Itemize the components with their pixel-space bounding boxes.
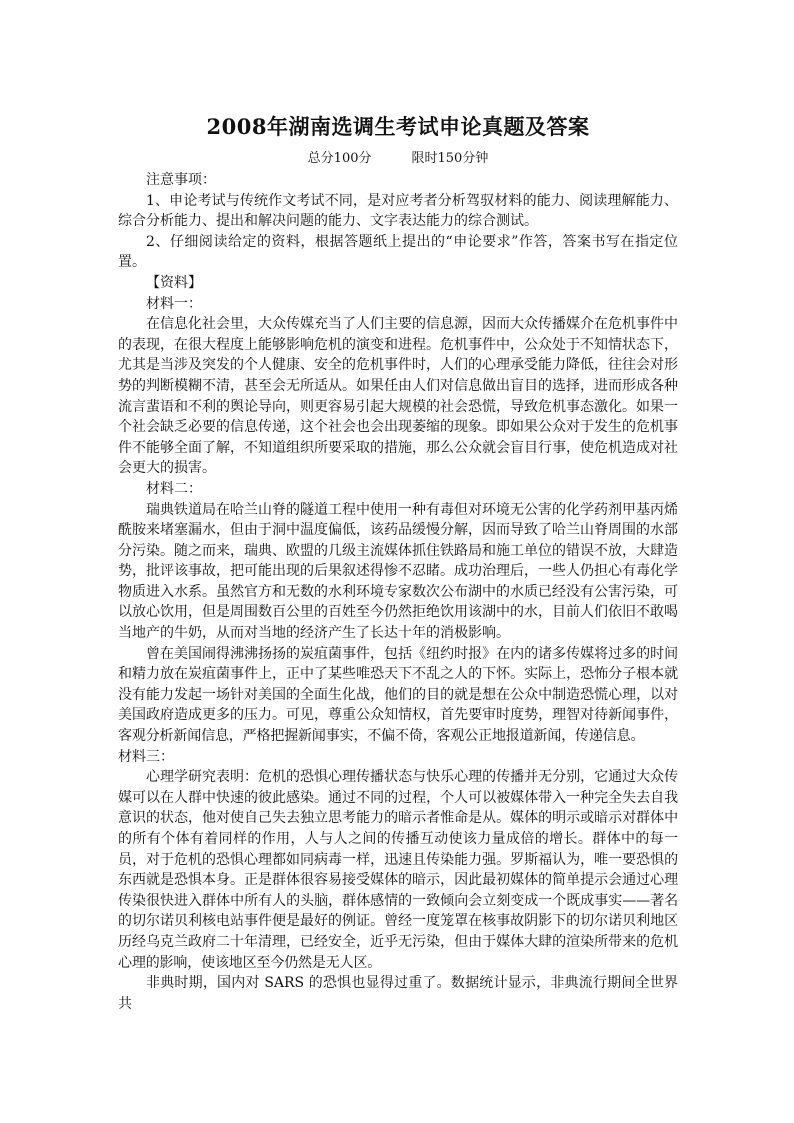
material-3-heading: 材料三： xyxy=(118,748,174,765)
materials-heading: 【资料】 xyxy=(146,274,202,291)
material-3-paragraph-2: 非典时期，国内对 SARS 的恐惧也显得过重了。数据统计显示，非典流行期间全世界共 xyxy=(118,975,678,1012)
notice-item-1: 1、申论考试与传统作文考试不同，是对应考者分析驾驭材料的能力、阅读理解能力、综合分析能力、提出和解决问题的能力、文字表达能力的综合测试。 xyxy=(118,192,678,230)
material-2-paragraph-1: 瑞典铁道局在哈兰山脊的隧道工程中使用一种有毒但对环境无公害的化学药剂甲基丙烯酰胺来堵塞漏水，但由于洞中温度偏低，该药品缓慢分解，因而导致了哈兰山脊周围的水部分污染。随之而来，瑞典、欧盟的几级主流媒体抓住铁路局和施工单位的错误不放，大肆造势，批评该事故，把可能出现的后果叙述得惨不忍睹。成功治理后，一些人仍担心有毒化学物质进入水系。虽然官方和无数的水利环境专家数次公布湖中的水质已经没有公害污染，可以放心饮用，但是周围数百公里的百姓至今仍然拒绝饮用该湖中的水，目前人们依旧不敢喝当地产的牛奶，从而对当地的经济产生了长达十年的消极影响。 xyxy=(118,501,678,642)
material-1-paragraph: 在信息化社会里，大众传媒充当了人们主要的信息源，因而大众传播媒介在危机事件中的表现，在很大程度上能够影响危机的演变和进程。危机事件中，公众处于不知情状态下，尤其是当涉及突发的个人健康、安全的危机事件时，人们的心理承受能力降低，往往会对形势的判断模糊不清，甚至会无所适从。如果任由人们对信息做出盲目的选择，进而形成各种流言蜚语和不利的舆论导向，则更容易引起大规模的社会恐慌，导致危机事态激化。如果一个社会缺乏必要的信息传递，这个社会也会出现萎缩的现象。即如果公众对于发生的危机事件不能够全面了解，不知道组织所要采取的措施，那么公众就会盲目行事，使危机造成对社会更大的损害。 xyxy=(118,316,678,477)
exam-meta xyxy=(118,148,678,170)
document-title: 2008年湖南选调生考试申论真题及答案 xyxy=(206,114,590,139)
material-2-heading: 材料二： xyxy=(146,480,202,497)
material-3-paragraph-1: 心理学研究表明：危机的恐惧心理传播状态与快乐心理的传播并无分别，它通过大众传媒可以在人群中快速的彼此感染。通过不同的过程，个人可以被媒体带入一种完全失去自我意识的状态，他对使自己失去独立思考能力的暗示者惟命是从。媒体的明示或暗示对群体中的所有个体有着同样的作用，人与人之间的传播互动使该力量成倍的增长。群体中的每一员，对于危机的恐惧心理都如同病毒一样，迅速且传染能力强。罗斯福认为，唯一要恐惧的东西就是恐惧本身。正是群体很容易接受媒体的暗示，因此最初媒体的简单提示会通过心理传染很快进入群体中所有人的头脑，群体感情的一致倾向会立刻变成一个既成事实——著名的切尔诺贝利核电站事件便是最好的例证。曾经一度笼罩在核事故阴影下的切尔诺贝利地区历经乌克兰政府二十年清理，已经安全，近乎无污染，但由于媒体大肆的渲染所带来的危机心理的影响，使该地区至今仍然是无人区。 xyxy=(118,769,678,971)
notice-item-2: 2、仔细阅读给定的资料，根据答题纸上提出的“申论要求”作答，答案书写在指定位置。 xyxy=(118,233,678,271)
notice-heading: 注意事项： xyxy=(146,172,216,188)
document-page xyxy=(118,112,678,1014)
material-2-paragraph-2: 曾在美国闹得沸沸扬扬的炭疽菌事件，包括《纽约时报》在内的诸多传媒将过多的时间和精力放在炭疽菌事件上，正中了某些唯恐天下不乱之人的下怀。实际上，恐怖分子根本就没有能力发起一场针对美国的全面生化战，他们的目的就是想在公众中制造恐慌心理，以对美国政府造成更多的压力。可见，尊重公众知情权，首先要审时度势，理智对待新闻事件，客观分析新闻信息，严格把握新闻事实，不偏不倚，客观公正地报道新闻，传递信息。 xyxy=(118,645,678,745)
material-1-heading: 材料一： xyxy=(146,295,202,312)
time-limit: 限时150分钟 xyxy=(411,151,489,166)
total-score: 总分100分 xyxy=(307,151,372,166)
